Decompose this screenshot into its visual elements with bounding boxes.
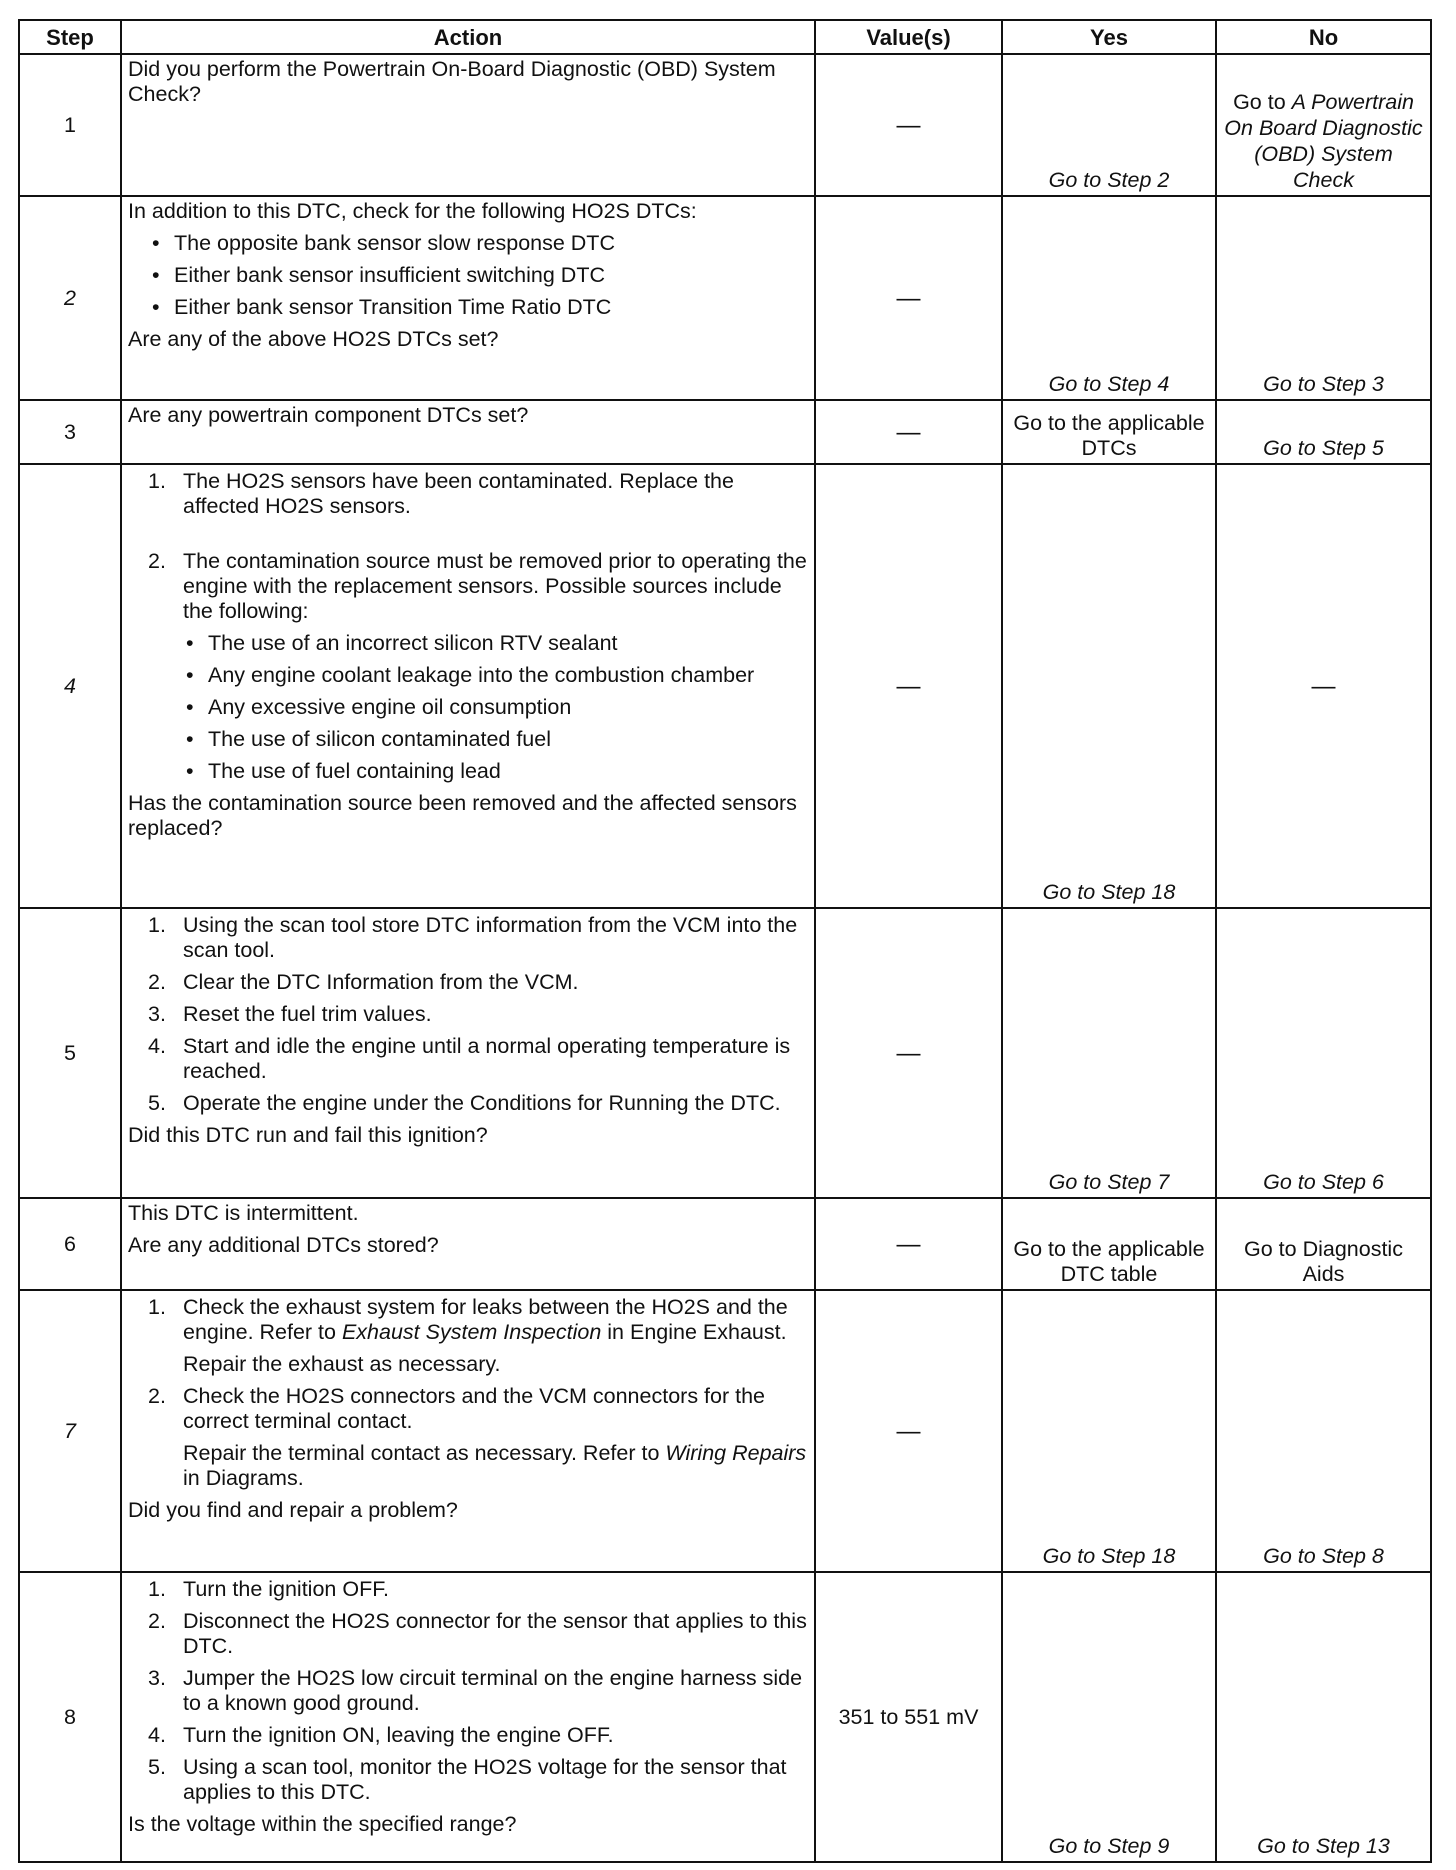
action-cell (121, 1290, 815, 1572)
diagnostic-table (18, 19, 1432, 1863)
question: Did you perform the Powertrain On-Board Diagnostic (OBD) System Check? (128, 57, 776, 106)
ref-link: Exhaust System Inspection (341, 1320, 602, 1344)
yes-cell: Go to the applicable DTC table (1002, 1198, 1216, 1290)
no-prefix: Go to (1233, 90, 1286, 114)
no-cell: Go to Step 13 (1216, 1572, 1431, 1862)
no-cell: Go to Diagnostic Aids (1216, 1198, 1431, 1290)
no-cell: Go to Step 8 (1216, 1290, 1431, 1572)
table-row (19, 1572, 1431, 1862)
list-item: 2. Disconnect the HO2S connector for the sensor that applies to this DTC. (148, 1609, 807, 1658)
question: Did you find and repair a problem? (128, 1498, 458, 1522)
action-cell (121, 464, 815, 908)
list-item: 5. Using a scan tool, monitor the HO2S voltage for the sensor that applies to this DTC. (148, 1755, 787, 1804)
list-item: • The use of fuel containing lead (186, 759, 501, 783)
value-cell: — (815, 1198, 1002, 1290)
list-item: • Either bank sensor insufficient switching DTC (152, 263, 605, 287)
question: Did this DTC run and fail this ignition? (128, 1123, 488, 1147)
question: Are any additional DTCs stored? (128, 1233, 439, 1257)
list-item: • The use of an incorrect silicon RTV sealant (186, 631, 618, 655)
value-cell: — (815, 1290, 1002, 1572)
list-item: 1. The HO2S sensors have been contaminated. Replace the affected HO2S sensors. (148, 469, 734, 518)
step-number: 2 (19, 196, 121, 400)
yes-cell: Go to Step 9 (1002, 1572, 1216, 1862)
action-cell (121, 196, 815, 400)
no-cell: Go to Step 6 (1216, 908, 1431, 1198)
repair-note: Repair the exhaust as necessary. (183, 1352, 501, 1376)
yes-cell: Go to Step 4 (1002, 196, 1216, 400)
no-cell: Go to Step 3 (1216, 196, 1431, 400)
yes-cell: Go to Step 7 (1002, 908, 1216, 1198)
table-row (19, 1198, 1431, 1290)
no-cell (1216, 54, 1431, 196)
action-cell (121, 400, 815, 464)
yes-cell: Go to the applicable DTCs (1002, 400, 1216, 464)
list-item: 5. Operate the engine under the Conditions for Running the DTC. (148, 1091, 781, 1115)
header-action: Action (121, 20, 815, 54)
table-row (19, 1290, 1431, 1572)
statement: This DTC is intermittent. (128, 1201, 359, 1225)
header-row (19, 20, 1431, 54)
list-item: 2. The contamination source must be removed prior to operating the engine with the replacement sensors. Possible sources include the following: (148, 549, 807, 623)
no-cell: — (1216, 464, 1431, 908)
header-yes: Yes (1002, 20, 1216, 54)
question: Is the voltage within the specified range? (128, 1812, 517, 1836)
step-number: 8 (19, 1572, 121, 1862)
list-item: 3. Reset the fuel trim values. (148, 1002, 432, 1026)
list-item: • The use of silicon contaminated fuel (186, 727, 552, 751)
ref-link: Wiring Repairs (665, 1441, 807, 1465)
table-row (19, 908, 1431, 1198)
value-cell: 351 to 551 mV (815, 1572, 1002, 1862)
question: Are any powertrain component DTCs set? (128, 403, 529, 427)
list-item: 4. Start and idle the engine until a normal operating temperature is reached. (148, 1034, 791, 1083)
repair-note: Repair the terminal contact as necessary. Refer to Wiring Repairs in Diagrams. (183, 1441, 807, 1490)
step-number: 1 (19, 54, 121, 196)
table-row (19, 196, 1431, 400)
list-item: 1. Turn the ignition OFF. (148, 1577, 389, 1601)
table-row (19, 54, 1431, 196)
list-item: 1. Using the scan tool store DTC information from the VCM into the scan tool. (148, 913, 798, 962)
yes-cell: Go to Step 2 (1002, 54, 1216, 196)
list-item: 3. Jumper the HO2S low circuit terminal on the engine harness side to a known good ground. (148, 1666, 803, 1715)
question: Are any of the above HO2S DTCs set? (128, 327, 499, 351)
value-cell: — (815, 464, 1002, 908)
list-item: • Any excessive engine oil consumption (186, 695, 572, 719)
value-cell: — (815, 908, 1002, 1198)
table-row (19, 464, 1431, 908)
yes-cell: Go to Step 18 (1002, 464, 1216, 908)
action-cell (121, 1572, 815, 1862)
action-cell (121, 908, 815, 1198)
no-cell: Go to Step 5 (1216, 400, 1431, 464)
no-link: A Powertrain On Board Diagnostic (OBD) System Check (1224, 90, 1423, 192)
list-item: 2. Check the HO2S connectors and the VCM connectors for the correct terminal contact. (148, 1384, 765, 1433)
value-cell: — (815, 54, 1002, 196)
intro-text: In addition to this DTC, check for the following HO2S DTCs: (128, 199, 697, 223)
step-number: 7 (19, 1290, 121, 1572)
header-step: Step (19, 20, 121, 54)
step-number: 5 (19, 908, 121, 1198)
question: Has the contamination source been removed and the affected sensors replaced? (128, 791, 797, 840)
list-item: 2. Clear the DTC Information from the VCM. (148, 970, 579, 994)
list-item: 1. Check the exhaust system for leaks between the HO2S and the engine. Refer to Exhaust System Inspection in Engine Exhaust. (148, 1295, 788, 1344)
list-item: 4. Turn the ignition ON, leaving the engine OFF. (148, 1723, 614, 1747)
step-number: 4 (19, 464, 121, 908)
list-item: • Any engine coolant leakage into the combustion chamber (186, 663, 755, 687)
list-item: • Either bank sensor Transition Time Ratio DTC (152, 295, 612, 319)
value-cell: — (815, 196, 1002, 400)
header-no: No (1216, 20, 1431, 54)
table-row (19, 400, 1431, 464)
step-number: 6 (19, 1198, 121, 1290)
action-cell (121, 54, 815, 196)
step-number: 3 (19, 400, 121, 464)
header-values: Value(s) (815, 20, 1002, 54)
list-item: • The opposite bank sensor slow response DTC (152, 231, 615, 255)
action-cell (121, 1198, 815, 1290)
value-cell: — (815, 400, 1002, 464)
yes-cell: Go to Step 18 (1002, 1290, 1216, 1572)
